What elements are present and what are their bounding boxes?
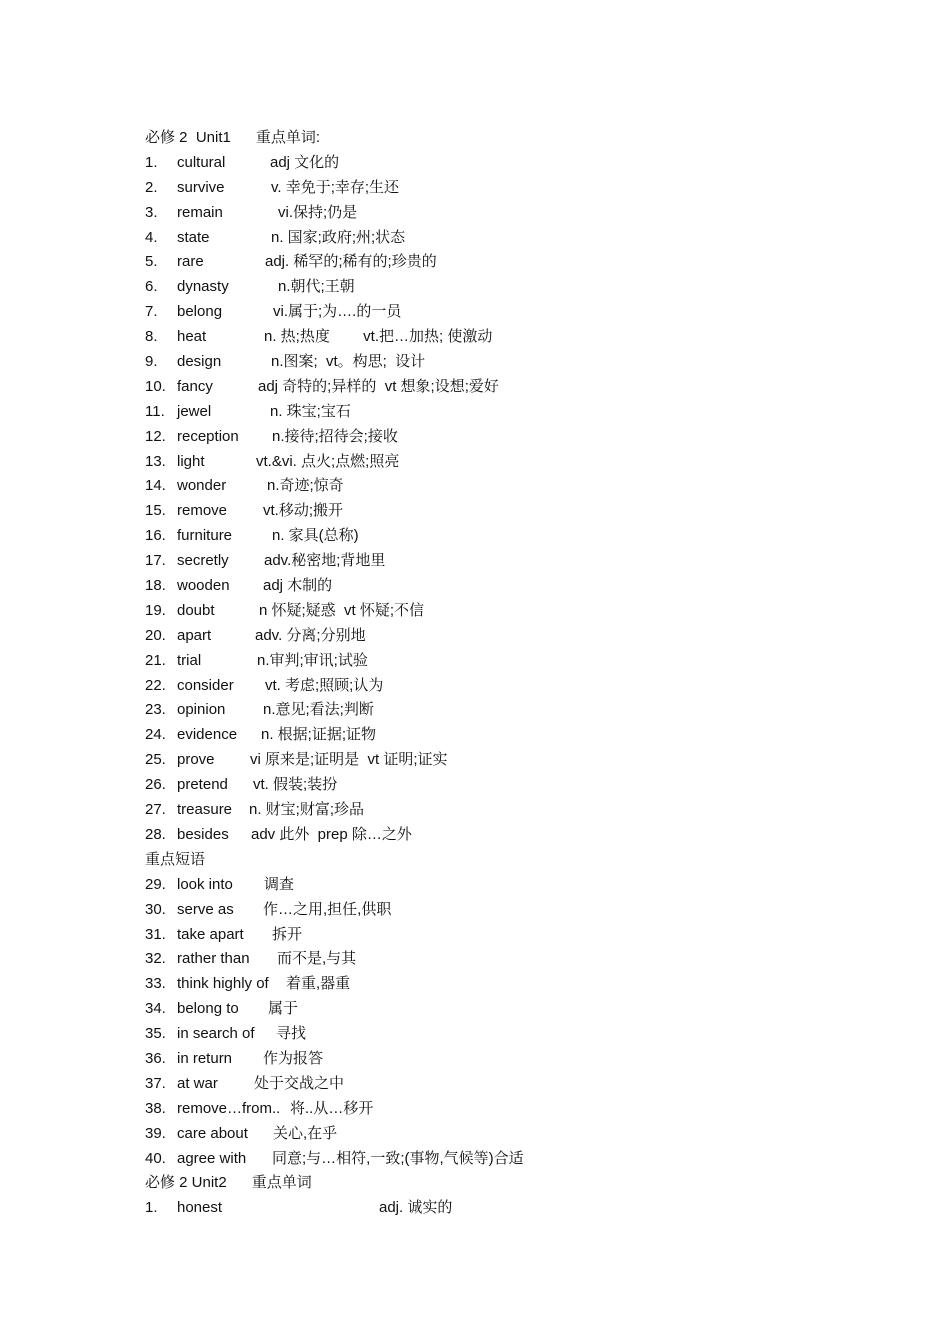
vocab-entry <box>145 400 845 425</box>
entry-definition: vi.保持;仍是 <box>278 203 358 221</box>
entry-term: light <box>177 452 205 470</box>
vocab-entry <box>145 599 845 624</box>
entry-definition: 寻找 <box>276 1025 307 1043</box>
entry-number: 37. <box>145 1074 166 1092</box>
entry-term: cultural <box>177 153 226 171</box>
entry-definition: adv. 分离;分别地 <box>255 626 366 644</box>
unit2-heading: 必修 2 Unit2 重点单词 <box>145 1174 312 1192</box>
unit1-heading: 必修 2 Unit1 重点单词: <box>145 129 321 146</box>
entry-definition: 作…之用,担任,供职 <box>263 900 392 918</box>
entry-term: honest <box>177 1199 223 1217</box>
entry-number: 1. <box>145 153 158 171</box>
entry-term: heat <box>177 328 207 346</box>
entry-definition: vt. 考虑;照顾;认为 <box>265 676 384 694</box>
entry-term: furniture <box>177 527 233 545</box>
entry-definition: adj 奇特的;异样的 vt 想象;设想;爱好 <box>258 377 499 395</box>
entry-definition: adv.秘密地;背地里 <box>264 552 386 570</box>
entry-definition: n 怀疑;疑惑 vt 怀疑;不信 <box>259 601 425 619</box>
entry-term: take apart <box>177 925 244 943</box>
entry-term: pretend <box>177 776 228 794</box>
entry-term: apart <box>177 626 212 644</box>
entry-definition: n. 家具(总称) <box>272 527 359 545</box>
entry-term: survive <box>177 178 225 196</box>
vocab-entry <box>145 474 845 499</box>
vocab-entry <box>145 1097 845 1122</box>
vocab-entry <box>145 1147 845 1172</box>
entry-definition: n.接待;招待会;接收 <box>272 427 398 445</box>
entry-definition: n. 根据;证据;证物 <box>261 726 377 744</box>
entry-definition: adj 文化的 <box>270 153 340 171</box>
entry-term: besides <box>177 825 229 843</box>
entry-number: 31. <box>145 925 166 943</box>
entry-number: 12. <box>145 427 166 445</box>
entry-definition: v. 幸免于;幸存;生还 <box>271 178 400 196</box>
entry-number: 16. <box>145 527 166 545</box>
unit1-phrase-list <box>145 873 845 1172</box>
entry-number: 22. <box>145 676 166 694</box>
vocab-entry <box>145 823 845 848</box>
entry-term: consider <box>177 676 234 694</box>
entry-definition: vt. 假装;装扮 <box>253 776 338 794</box>
entry-term: opinion <box>177 701 226 719</box>
vocab-entry <box>145 698 845 723</box>
entry-number: 17. <box>145 552 166 570</box>
entry-definition: adj. 诚实的 <box>379 1199 453 1217</box>
entry-definition: n.审判;审讯;试验 <box>257 651 368 669</box>
entry-number: 2. <box>145 178 158 196</box>
entry-number: 20. <box>145 626 166 644</box>
entry-term: treasure <box>177 801 233 819</box>
vocab-entry <box>145 1072 845 1097</box>
vocab-entry <box>145 873 845 898</box>
entry-number: 23. <box>145 701 166 719</box>
vocab-entry <box>145 176 845 201</box>
vocab-entry <box>145 773 845 798</box>
entry-definition: 作为报答 <box>263 1049 324 1067</box>
entry-term: remove <box>177 502 228 520</box>
entry-definition: n. 财宝;财富;珍品 <box>249 801 365 819</box>
vocab-entry <box>145 325 845 350</box>
entry-term: doubt <box>177 601 215 619</box>
entry-definition: adv 此外 prep 除…之外 <box>251 825 412 843</box>
entry-definition: adj 木制的 <box>263 577 333 595</box>
entry-number: 39. <box>145 1124 166 1142</box>
entry-number: 29. <box>145 875 166 893</box>
vocab-entry <box>145 201 845 226</box>
entry-number: 35. <box>145 1025 166 1043</box>
vocab-entry <box>145 350 845 375</box>
entry-number: 6. <box>145 278 158 296</box>
vocab-entry <box>145 226 845 251</box>
vocab-entry <box>145 923 845 948</box>
vocab-entry <box>145 997 845 1022</box>
entry-term: rare <box>177 253 204 271</box>
entry-number: 13. <box>145 452 166 470</box>
entry-number: 25. <box>145 751 166 769</box>
entry-term: reception <box>177 427 239 445</box>
entry-number: 24. <box>145 726 166 744</box>
entry-number: 7. <box>145 303 158 321</box>
vocab-entry <box>145 898 845 923</box>
entry-number: 18. <box>145 577 166 595</box>
entry-definition: vi.属于;为….的一员 <box>273 303 402 321</box>
vocab-entry <box>145 151 845 176</box>
vocab-entry <box>145 1022 845 1047</box>
entry-definition: vt.&vi. 点火;点燃;照亮 <box>256 452 400 470</box>
entry-number: 11. <box>145 402 165 420</box>
vocab-entry <box>145 300 845 325</box>
vocab-entry <box>145 624 845 649</box>
entry-term: trial <box>177 651 202 669</box>
entry-number: 33. <box>145 975 166 993</box>
entry-term: rather than <box>177 950 250 968</box>
entry-term: dynasty <box>177 278 229 296</box>
entry-number: 3. <box>145 203 158 221</box>
entry-term: design <box>177 353 222 371</box>
entry-term: think highly of <box>177 975 269 993</box>
entry-term: wonder <box>177 477 227 495</box>
vocab-entry <box>145 947 845 972</box>
vocab-entry <box>145 574 845 599</box>
entry-number: 9. <box>145 353 158 371</box>
entry-term: belong to <box>177 1000 239 1018</box>
entry-term: prove <box>177 751 215 769</box>
vocab-entry <box>145 1047 845 1072</box>
entry-number: 8. <box>145 328 158 346</box>
vocab-entry <box>145 275 845 300</box>
entry-term: remove…from.. <box>177 1099 281 1117</box>
entry-definition: n.奇迹;惊奇 <box>267 477 344 495</box>
entry-definition: n.意见;看法;判断 <box>263 701 374 719</box>
entry-definition: n.图案; vt。构思; 设计 <box>271 353 426 371</box>
entry-term: fancy <box>177 377 213 395</box>
entry-definition: 将..从…移开 <box>290 1099 374 1117</box>
vocab-entry <box>145 450 845 475</box>
entry-definition: 同意;与…相符,一致;(事物,气候等)合适 <box>272 1149 524 1167</box>
entry-definition: 着重,器重 <box>286 975 351 993</box>
vocab-entry <box>145 748 845 773</box>
vocab-entry <box>145 499 845 524</box>
entry-term: wooden <box>177 577 230 595</box>
entry-number: 4. <box>145 228 158 246</box>
vocab-entry <box>145 798 845 823</box>
entry-number: 27. <box>145 801 166 819</box>
vocab-entry <box>145 425 845 450</box>
entry-definition: 关心,在乎 <box>273 1124 338 1142</box>
phrases-heading: 重点短语 <box>145 850 206 868</box>
entry-definition: 拆开 <box>272 925 303 943</box>
entry-definition: vi 原来是;证明是 vt 证明;证实 <box>250 751 448 769</box>
unit1-word-list <box>145 151 845 848</box>
entry-number: 34. <box>145 1000 166 1018</box>
entry-definition: vt.移动;搬开 <box>263 502 344 520</box>
entry-term: serve as <box>177 900 234 918</box>
vocab-entry <box>145 674 845 699</box>
vocab-entry <box>145 375 845 400</box>
entry-term: in search of <box>177 1025 255 1043</box>
entry-term: remain <box>177 203 223 221</box>
entry-number: 28. <box>145 825 166 843</box>
vocab-entry <box>145 524 845 549</box>
entry-number: 38. <box>145 1099 166 1117</box>
entry-term: care about <box>177 1124 248 1142</box>
entry-number: 40. <box>145 1149 166 1167</box>
entry-number: 19. <box>145 601 166 619</box>
entry-number: 26. <box>145 776 166 794</box>
entry-number: 14. <box>145 477 166 495</box>
entry-term: at war <box>177 1074 218 1092</box>
vocab-entry <box>145 972 845 997</box>
unit2-word-list <box>145 1196 845 1221</box>
entry-number: 21. <box>145 651 166 669</box>
entry-definition: n.朝代;王朝 <box>278 278 355 296</box>
entry-definition: 属于 <box>268 1000 299 1018</box>
document-body <box>145 126 845 1221</box>
vocab-entry <box>145 1122 845 1147</box>
entry-number: 15. <box>145 502 166 520</box>
vocab-entry <box>145 1196 845 1221</box>
entry-term: belong <box>177 303 223 321</box>
entry-term: state <box>177 228 210 246</box>
entry-definition: 处于交战之中 <box>254 1074 345 1092</box>
entry-definition: adj. 稀罕的;稀有的;珍贵的 <box>265 253 437 271</box>
entry-definition: n. 珠宝;宝石 <box>270 402 351 420</box>
entry-number: 36. <box>145 1049 166 1067</box>
entry-definition: 调查 <box>264 875 295 893</box>
entry-definition: n. 国家;政府;州;状态 <box>271 228 406 246</box>
entry-number: 5. <box>145 253 158 271</box>
entry-term: in return <box>177 1049 233 1067</box>
entry-number: 1. <box>145 1199 158 1217</box>
vocab-entry <box>145 649 845 674</box>
entry-term: look into <box>177 875 233 893</box>
entry-number: 32. <box>145 950 166 968</box>
entry-term: evidence <box>177 726 238 744</box>
vocab-entry <box>145 549 845 574</box>
vocab-entry <box>145 723 845 748</box>
entry-term: agree with <box>177 1149 247 1167</box>
entry-definition: n. 热;热度 vt.把…加热; 使激动 <box>264 328 493 346</box>
entry-term: secretly <box>177 552 229 570</box>
entry-number: 10. <box>145 377 166 395</box>
vocab-entry <box>145 250 845 275</box>
entry-number: 30. <box>145 900 166 918</box>
entry-definition: 而不是,与其 <box>277 950 357 968</box>
entry-term: jewel <box>177 402 212 420</box>
